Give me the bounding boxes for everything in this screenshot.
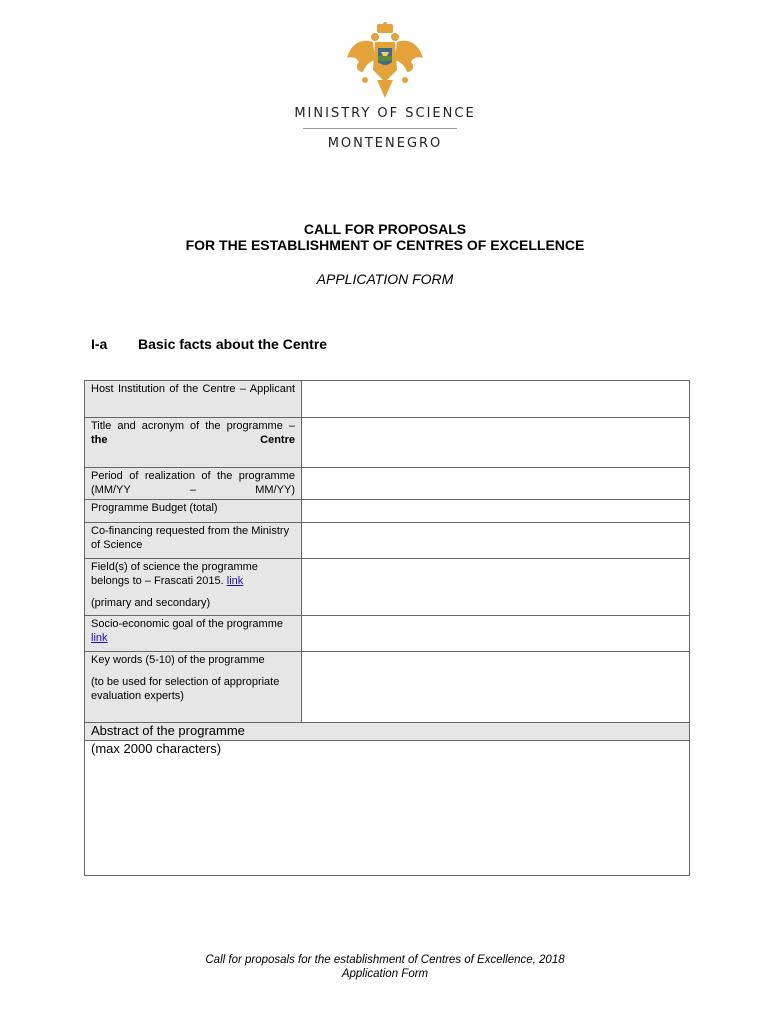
table-row	[85, 418, 690, 468]
table-row	[85, 723, 690, 741]
fields-of-science-note: (primary and secondary)	[91, 597, 211, 609]
keywords-note: (to be used for selection of appropriate evaluation experts)	[91, 676, 280, 702]
table-row	[85, 523, 690, 559]
ministry-logo	[0, 22, 770, 102]
table-row	[85, 381, 690, 418]
cofinancing-field[interactable]	[302, 523, 690, 559]
abstract-hint: (max 2000 characters)	[91, 741, 222, 756]
abstract-field[interactable]	[85, 741, 690, 876]
country-name: MONTENEGRO	[327, 136, 443, 151]
section-title: Basic facts about the Centre	[138, 336, 328, 352]
socio-economic-label	[85, 616, 302, 652]
title-acronym-text	[91, 419, 295, 447]
page-footer	[0, 953, 770, 981]
title-acronym-label	[85, 418, 302, 468]
socio-economic-prefix: Socio-economic goal of the programme	[91, 618, 283, 630]
fields-of-science-label	[85, 559, 302, 616]
coat-of-arms-icon	[345, 22, 425, 102]
period-field[interactable]	[302, 468, 690, 500]
fields-of-science-text	[91, 560, 295, 588]
socio-economic-text	[91, 617, 295, 645]
footer-line1: Call for proposals for the establishment of Centres of Excellence, 2018	[205, 954, 565, 966]
abstract-heading: Abstract of the programme	[85, 723, 690, 741]
host-institution-text: Host Institution of the Centre – Applicant	[91, 383, 295, 395]
section-number: I-a	[91, 336, 108, 352]
basic-facts-table	[84, 380, 690, 876]
socio-economic-link[interactable]: link	[91, 632, 108, 644]
fields-of-science-field[interactable]	[302, 559, 690, 616]
budget-field[interactable]	[302, 500, 690, 523]
ministry-name: MINISTRY OF SCIENCE	[294, 106, 476, 121]
title-acronym-prefix: Title and acronym of the programme –	[91, 420, 295, 432]
cofinancing-label	[85, 523, 302, 559]
keywords-field[interactable]	[302, 652, 690, 723]
table-row	[85, 500, 690, 523]
table-row	[85, 652, 690, 723]
budget-label	[85, 500, 302, 523]
form-title: APPLICATION FORM	[316, 271, 454, 287]
period-label	[85, 468, 302, 500]
table-row	[85, 559, 690, 616]
frascati-link[interactable]: link	[226, 575, 244, 587]
host-institution-field[interactable]	[302, 381, 690, 418]
call-title-line2: FOR THE ESTABLISHMENT OF CENTRES OF EXCELLENCE	[185, 237, 585, 253]
call-title-line1: CALL FOR PROPOSALS	[303, 221, 467, 237]
keywords-label	[85, 652, 302, 723]
table-row	[85, 468, 690, 500]
host-institution-label	[85, 381, 302, 418]
period-text: Period of realization of the programme (MM/YY – MM/YY)	[91, 470, 295, 496]
table-row	[85, 616, 690, 652]
socio-economic-field[interactable]	[302, 616, 690, 652]
keywords-text: Key words (5-10) of the programme	[91, 654, 265, 666]
footer-line2: Application Form	[341, 968, 429, 980]
title-acronym-bold: the Centre	[91, 434, 295, 446]
fields-of-science-prefix: Field(s) of science the programme belongs to – Frascati 2015.	[91, 561, 258, 587]
budget-text: Programme Budget (total)	[91, 502, 218, 514]
logo-divider	[303, 128, 457, 129]
table-row	[85, 741, 690, 876]
title-acronym-field[interactable]	[302, 418, 690, 468]
cofinancing-text: Co-financing requested from the Ministry of Science	[91, 525, 290, 551]
